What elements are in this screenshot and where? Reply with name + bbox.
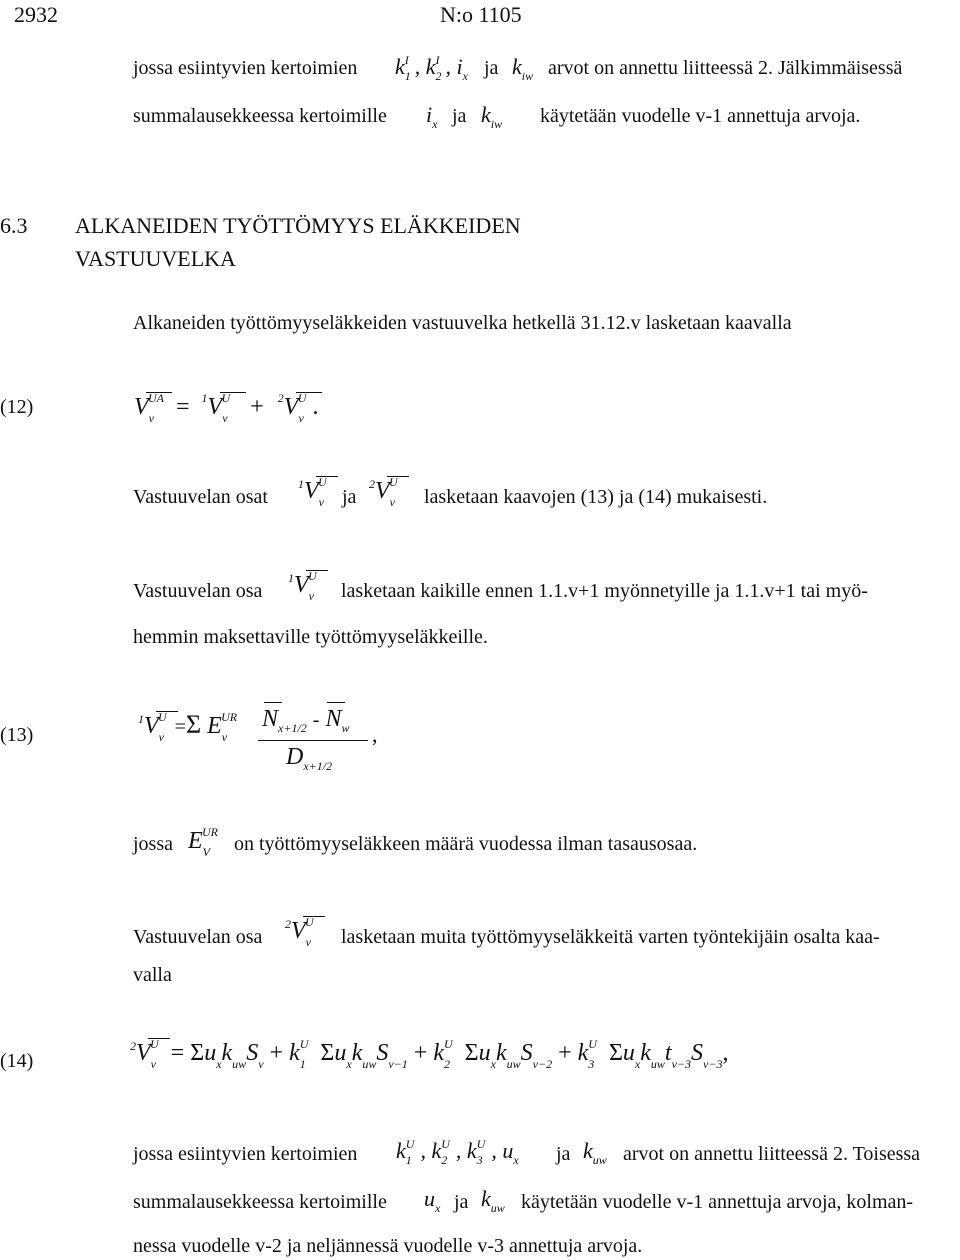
formula-1VvU: $^1$ $V_v^U$ (298, 478, 333, 505)
eq12-label: (12) (0, 396, 34, 418)
p7-line1-a: jossa esiintyvien kertoimien (133, 1143, 358, 1165)
p3-a: Vastuuvelan osat (133, 486, 268, 508)
section-title-line1: ALKANEIDEN TYÖTTÖMYYS ELÄKKEIDEN (75, 213, 521, 238)
p7-line3: nessa vuodelle v-2 ja neljännessä vuodelle v-3 annettuja arvoja. (133, 1235, 643, 1257)
p3-b: ja (342, 486, 357, 508)
p4-a: Vastuuvelan osa (133, 580, 263, 602)
p7-line2-c: käytetään vuodelle v-1 annettuja arvoja, kolman- (521, 1191, 914, 1213)
p7-line2-a: summalausekkeessa kertoimille (133, 1191, 387, 1213)
formula-k1-k2-ix: $k^I_1$ , $k^I_2$ , $i_x$ (395, 53, 468, 83)
formula-kuw-2: $k_{uw}$ (481, 1186, 505, 1215)
formula-EVUR: $E_V^{UR}$ (188, 825, 219, 859)
section-title-line2: VASTUUVELKA (75, 246, 236, 271)
eq13-label: (13) (0, 724, 34, 746)
formula-kU-list: $k_1^U$ , $k_2^U$ , $k_3^U$ , $u_x$ (396, 1137, 519, 1167)
formula-kiw-2: $k_{iw}$ (481, 102, 503, 131)
section-number: 6.3 (0, 213, 28, 238)
eq13-denominator: $D_{x+1/2}$ (286, 744, 333, 773)
formula-ix: $i_x$ (426, 102, 438, 131)
formula-1VvU-b: $^1$ $V_v^U$ (288, 572, 323, 599)
page-number: 2932 (14, 2, 58, 27)
eq12-formula: $V_v^{UA} = ^1$ $V_v^U + ^2$ $V_v^U$ . (134, 394, 318, 421)
eq13-lhs: $^1$ $V_v^U =\Sigma$ $E_v^{UR}$ (138, 710, 238, 744)
formula-2VvU-b: $^2$ $V_v^U$ (285, 918, 320, 945)
eq13-numerator: $N_{x+1/2}$ - $N_w$ (262, 706, 349, 733)
p6-c: valla (133, 964, 172, 986)
p3-c: lasketaan kaavojen (13) ja (14) mukaisesti. (424, 486, 768, 508)
p1-line1-a: jossa esiintyvien kertoimien (133, 57, 358, 79)
p2-text: Alkaneiden työttömyyseläkkeiden vastuuvelka hetkellä 31.12.v lasketaan kaavalla (133, 312, 792, 334)
p7-line1-b: ja (556, 1143, 571, 1165)
p1-line1-b: ja (484, 57, 499, 79)
eq13-fraction-bar (258, 740, 368, 741)
formula-kiw: $k_{iw}$ (512, 54, 534, 83)
eq14-formula: $^2$ $V_v^U = \Sigma u_xk_{uw}S_v + k_1^U$ $\Sigma u_xk_{uw}S_{v-1} + k_2^U$ $\Sigma u_xk_{uw}S_{v-2} + k_3^U$ $\Sigma u_xk_{uw}t_{v-3}S_{v-3}$, (130, 1037, 729, 1071)
p1-line1-c: arvot on annettu liitteessä 2. Jälkimmäisessä (548, 57, 903, 79)
p4-b: lasketaan kaikille ennen 1.1.v+1 myönnetyille ja 1.1.v+1 tai myö- (341, 580, 868, 602)
p6-a: Vastuuvelan osa (133, 926, 263, 948)
p7-line2-b: ja (454, 1191, 469, 1213)
eq14-label: (14) (0, 1050, 34, 1072)
p5-b: on työttömyyseläkkeen määrä vuodessa ilman tasausosaa. (234, 833, 698, 855)
p1-line2-b: ja (452, 105, 467, 127)
issue-number: N:o 1105 (440, 2, 522, 27)
p1-line2-a: summalausekkeessa kertoimille (133, 105, 387, 127)
p6-b: lasketaan muita työttömyyseläkkeitä varten työntekijäin osalta kaa- (341, 926, 880, 948)
p1-line2-c: käytetään vuodelle v-1 annettuja arvoja. (540, 105, 861, 127)
formula-ux: $u_x$ (424, 1186, 441, 1215)
p4-c: hemmin maksettaville työttömyyseläkkeille. (133, 626, 488, 648)
formula-kuw: $k_{uw}$ (583, 1138, 607, 1167)
formula-2VvU: $^2$ $V_v^U$ (369, 478, 404, 505)
eq13-comma: , (372, 722, 378, 747)
p5-a: jossa (133, 833, 173, 855)
p7-line1-c: arvot on annettu liitteessä 2. Toisessa (623, 1143, 921, 1165)
